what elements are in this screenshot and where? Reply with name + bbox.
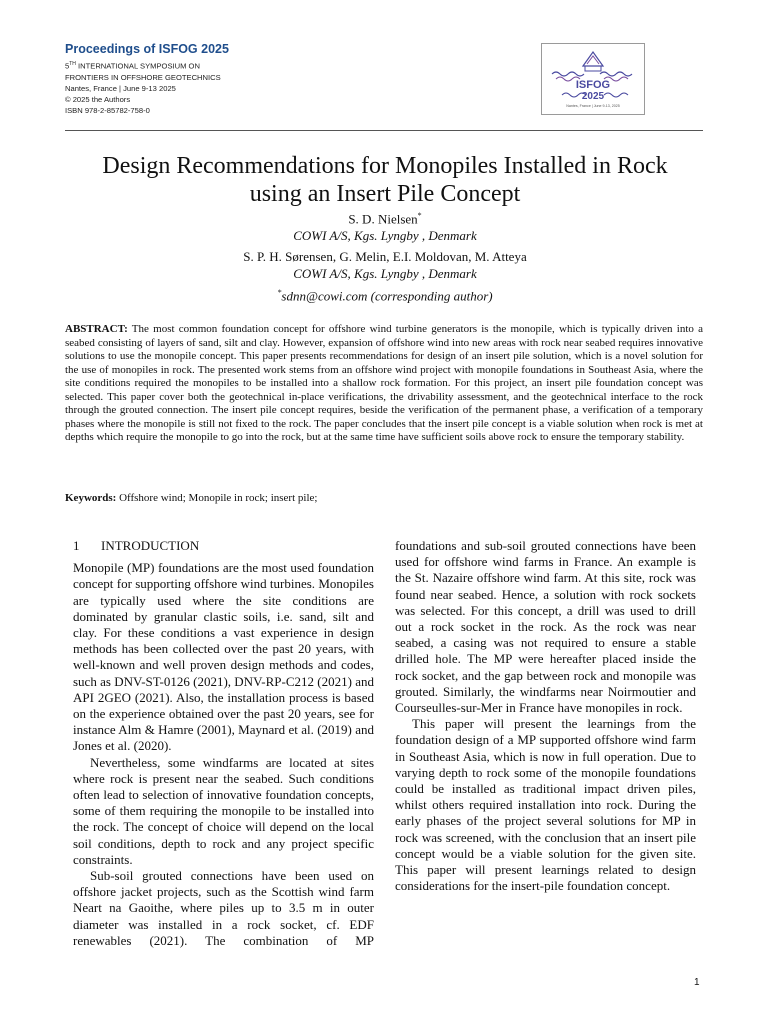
affiliation-2: COWI A/S, Kgs. Lyngby , Denmark	[293, 266, 477, 281]
isfog-logo	[541, 43, 645, 115]
title-line-2: using an Insert Pile Concept	[249, 181, 521, 207]
abstract	[65, 323, 703, 445]
paper-title	[65, 152, 705, 208]
symposium-line: 5TH INTERNATIONAL SYMPOSIUM ON	[65, 61, 200, 71]
isbn-line: ISBN 978-2-85782-758-0	[65, 105, 150, 115]
logo-tagline: Nantes, France | June 9-13, 2025	[566, 104, 620, 108]
abstract-label: ABSTRACT:	[65, 323, 128, 335]
page-number: 1	[694, 977, 700, 988]
header-divider	[65, 130, 703, 131]
copyright-line: © 2025 the Authors	[65, 94, 131, 104]
title-line-1: Design Recommendations for Monopiles Installed in Rock	[102, 153, 668, 179]
proceedings-title: Proceedings of ISFOG 2025	[65, 42, 229, 56]
conference-location: Nantes, France | June 9-13 2025	[65, 83, 176, 93]
abstract-text: The most common foundation concept for offshore wind turbine generators is the monopile, which is typically driven into a seabed consisting of layers of sand, silt and clay. However, expansion of offshore wind into new areas with rock near seabed requires innovative solutions to use the monopile concept. This paper presents recommendations for design of an insert pile solution, which is a novel solution for the use of monopiles in rock. The presented work stems from an offshore wind project with monopile foundations in Southeast Asia, where the site conditions required the monopiles to be installed into a shallow rock formation. For this project, an insert pile foundation concept was selected. This paper cover both the geotechnical in-place verifications, the drivability assessment, and the geotechnical interface to the rock through the grouted connection. The insert pile concept requires, beside the verification of the permanent phase, a verification of a temporary phases where the monopile is still not fixed to the rock. The paper concludes that the insert pile concept is a viable solution when rock is met at depths which require the monopile to go into the rock, but at the same time have sufficient soils above rock to ensure the temporary stability.	[65, 323, 703, 443]
intro-paragraph-4: This paper will present the learnings from the foundation design of a MP supported offshore wind farm in Southeast Asia, which is now in full operation. Due to varying depth to rock some of the monopile foundations could be installed as traditional impact driven piles, whilst others required installation into rock. During the early phases of the project several solutions for MP in rock was screened, with the conclusion that an insert pile concept would be a viable solution for the given site. This paper will present learnings related to design considerations for the insert-pile foundation concept.	[395, 716, 696, 894]
logo-year: 2025	[581, 91, 605, 102]
proceedings-header	[65, 42, 229, 116]
author-1: S. D. Nielsen*	[348, 211, 422, 227]
logo-name: ISFOG	[575, 79, 611, 91]
left-column	[73, 538, 374, 949]
intro-paragraph-2: Nevertheless, some windfarms are located at sites where rock is present near the seabed. Such conditions often lead to selection of innovative foundation concepts, some of them requiring the monopile to be installed into the rock. The concept of choice will depend on the local soil conditions, depth to rock and any project specific constraints.	[73, 754, 374, 867]
keywords-text: Offshore wind; Monopile in rock; insert pile;	[116, 492, 318, 504]
keywords	[65, 492, 703, 504]
section-heading: 1 INTRODUCTION	[73, 538, 200, 553]
intro-paragraph-1: Monopile (MP) foundations are the most used foundation concept for supporting offshore wind turbines. Monopiles are typically used where the site conditions are dominated by granular clastic soils, i.e. sand, silt and clay. For these conditions a vast experience in design methods has been collected over the past 20 years, with well-known and well proven design methods and codes, such as DNV-ST-0126 (2021), DNV-RP-C212 (2021) and API 2GEO (2021). Also, the installation process is based on the experience obtained over the past 20 years, see for instance Alm & Hamre (2001), Maynard et al. (2019) and Jones et al. (2020).	[73, 560, 374, 754]
authors-2: S. P. H. Sørensen, G. Melin, E.I. Moldovan, M. Atteya	[243, 249, 527, 264]
intro-paragraph-3-continued: foundations and sub-soil grouted connections have been used for offshore wind farms in France. An example is the St. Nazaire offshore wind farm. At this site, rock was found near seabed. Hence, a solution with rock sockets was selected. For this concept, a drill was used to drill out a rock socket in the rock. As the rock was near seabed, a casing was not required to ensure a stable drilled hole. The MP were hereafter placed inside the rock socket, and the gap between rock and monopile was grouted. Similarly, the windfarms near Noirmoutier and Courseulles-sur-Mer in France have monopiles in rock.	[395, 538, 696, 716]
keywords-label: Keywords:	[65, 492, 117, 504]
corresponding-email: *sdnn@cowi.com (corresponding author)	[277, 288, 493, 304]
right-column	[395, 538, 696, 894]
affiliation-1: COWI A/S, Kgs. Lyngby , Denmark	[293, 228, 477, 243]
isfog-logo-graphic	[542, 44, 644, 114]
symposium-line-2: FRONTIERS IN OFFSHORE GEOTECHNICS	[65, 72, 221, 82]
intro-paragraph-3: Sub-soil grouted connections have been used on offshore jacket projects, such as the Scottish wind farm Neart na Gaoithe, where piles up to 3.5 m in outer diameter was installed in a rock socket, cf. EDF renewables (2021). The combination of MP	[73, 868, 374, 948]
